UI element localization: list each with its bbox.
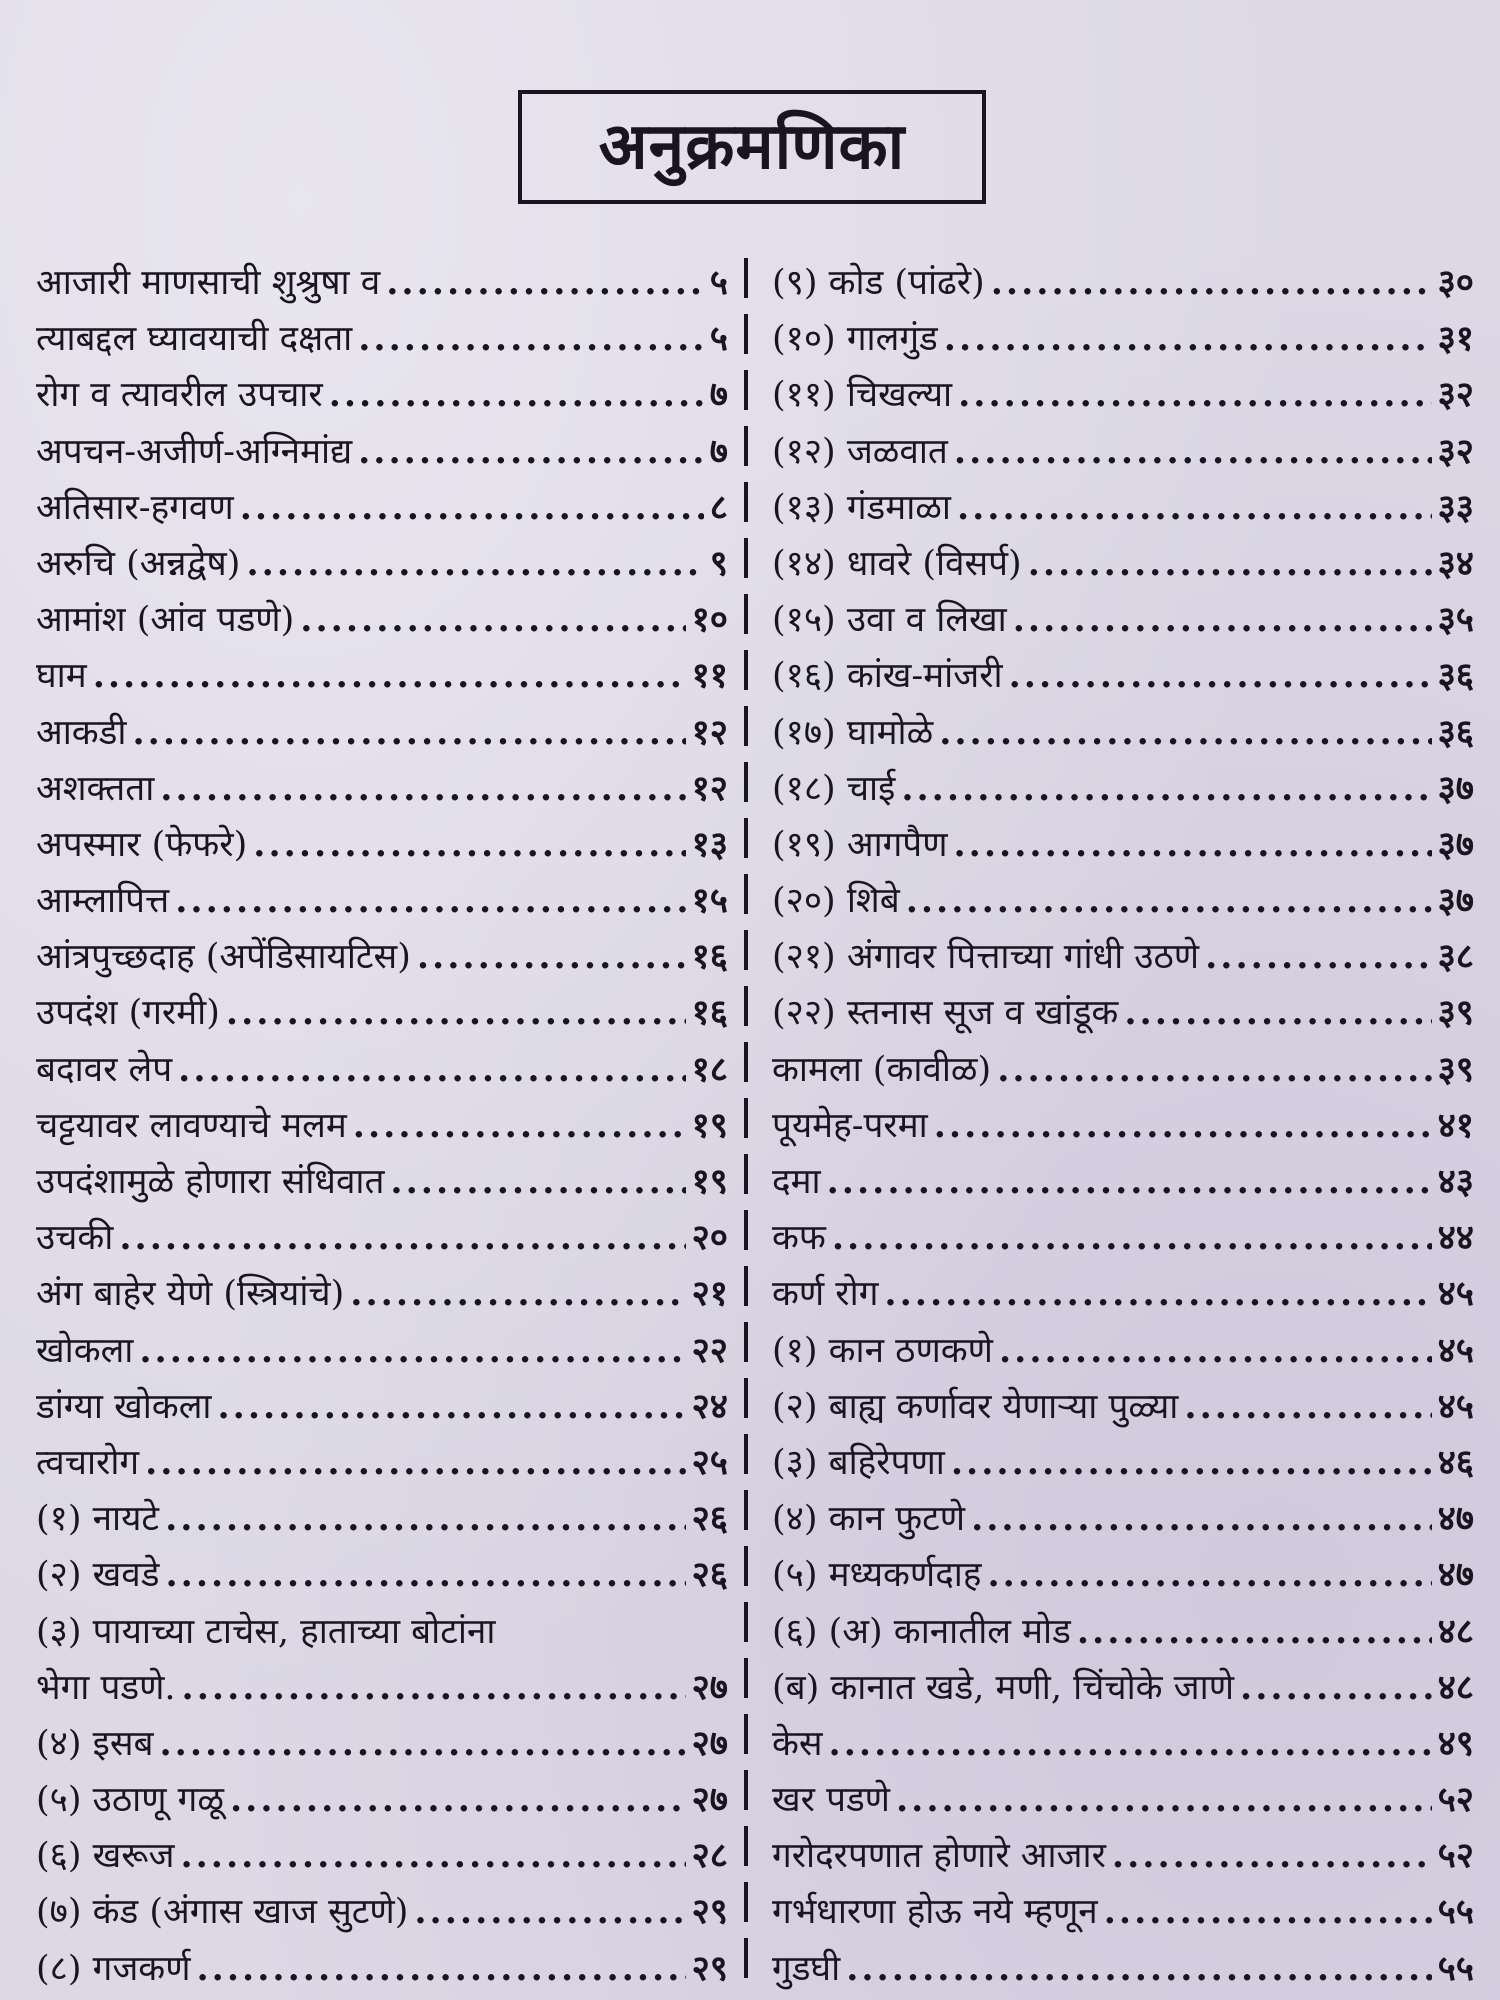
entry-label: (४) इसब [36,1723,154,1764]
dot-leader [93,648,686,704]
dot-leader [160,761,685,817]
dot-leader [1104,1884,1432,1940]
entry-label: (५) मध्यकर्णदाह [772,1555,982,1596]
entry-page-number: १९ [691,1104,728,1146]
index-entry [772,817,1474,873]
index-entry [36,255,728,311]
entry-page-number: ४७ [1437,1554,1474,1596]
entry-label: अपस्मार (फेफरे) [36,824,248,865]
entry-label: अंग बाहेर येणे (स्त्रियांचे) [36,1274,345,1315]
index-entry [36,817,728,873]
entry-page-number: १६ [691,936,728,978]
entry-label: त्वचारोग [36,1442,140,1483]
entry-page-number: २९ [691,1947,728,1989]
entry-page-number: १२ [691,711,728,753]
dot-leader [139,1323,685,1379]
entry-label: रोग व त्यावरील उपचार [36,375,323,416]
entry-page-number: ४३ [1437,1161,1474,1202]
entry-page-number: ३२ [1437,430,1474,472]
dot-leader [901,761,1431,817]
index-entry [772,255,1474,311]
entry-page-number: ४५ [1437,1385,1474,1427]
entry-page-number: ५ [709,318,728,360]
entry-page-number: १३ [691,823,728,865]
index-entry [36,1042,728,1098]
dot-leader [1240,1660,1432,1716]
index-entry [36,592,728,648]
index-entry [36,1210,728,1266]
entry-page-number: २७ [691,1722,728,1764]
entry-label: (१९) आगपैण [772,824,948,865]
dot-leader [180,1828,685,1884]
dot-leader [386,255,704,311]
index-entry [36,1491,728,1547]
dot-leader [226,985,686,1041]
index-entry [772,648,1474,704]
entry-label: गुडघी [772,1948,841,1989]
index-entry [36,424,728,480]
entry-page-number: २७ [691,1779,728,1821]
dot-leader [358,424,704,480]
dot-leader [958,367,1431,423]
index-entry [772,311,1474,367]
entry-page-number: २६ [691,1498,728,1540]
dot-leader [350,1266,685,1322]
entry-label: आमांश (आंव पडणे) [36,600,295,641]
entry-label: (१०) गालगुंड [772,319,938,360]
index-entry [36,1266,728,1322]
index-entry [772,1266,1474,1322]
index-entry [772,592,1474,648]
dot-leader [329,367,704,423]
dot-leader [832,1210,1432,1266]
index-entry [36,1323,728,1379]
dot-leader [944,311,1432,367]
index-entry [772,1941,1474,1997]
index-entry [36,367,728,423]
index-entry [36,1828,728,1884]
entry-page-number: २६ [691,1554,728,1596]
dot-leader [300,592,685,648]
entry-label: भेगा पडणे. [36,1667,176,1708]
dot-leader [1009,648,1432,704]
entry-page-number: १५ [691,880,728,922]
dot-leader [253,817,685,873]
entry-page-number: २२ [691,1329,728,1371]
entry-label: (२१) अंगावर पित्ताच्या गांधी उठणे [772,937,1200,978]
entry-page-number: ३२ [1437,374,1474,416]
dot-leader [954,817,1432,873]
left-column [36,255,728,1997]
index-entry [772,1435,1474,1491]
entry-page-number: ४५ [1437,1273,1474,1315]
entry-page-number: ३८ [1437,936,1474,978]
dot-leader [240,480,704,536]
entry-label: (१) कान ठणकणे [772,1330,993,1371]
entry-page-number: ४१ [1437,1104,1474,1146]
entry-label: कर्ण रोग [772,1274,879,1315]
entry-label: (३) पायाच्या टाचेस, हाताच्या बोटांना [36,1611,496,1652]
dot-leader [934,1098,1432,1154]
dot-leader [957,480,1432,536]
entry-label: (३) बहिरेपणा [772,1442,945,1483]
entry-label: उपदंश (गरमी) [36,993,220,1034]
entry-page-number: ४९ [1437,1722,1474,1764]
dot-leader [417,929,686,985]
entry-label: (४) कान फुटणे [772,1499,966,1540]
entry-page-number: ३६ [1437,655,1474,697]
entry-label: (६) (अ) कानातील मोड [772,1611,1071,1652]
entry-label: खर पडणे [772,1780,890,1821]
dot-leader [230,1772,686,1828]
dot-leader [999,1323,1432,1379]
dot-leader [159,1716,685,1772]
index-entry [36,480,728,536]
dot-leader [119,1210,685,1266]
entry-page-number: ५२ [1437,1779,1474,1821]
entry-label: दमा [772,1162,821,1202]
entry-page-number: ३० [1437,262,1474,303]
entry-label: अपचन-अजीर्ण-अग्निमांद्य [36,431,353,472]
dot-leader [165,1491,686,1547]
entry-page-number: ८ [709,486,728,528]
entry-label: (११) चिखल्या [772,375,953,416]
dot-leader [846,1941,1431,1997]
entry-page-number: २४ [691,1385,728,1427]
index-entry [772,1042,1474,1098]
index-entry [36,873,728,929]
entry-page-number: १६ [691,992,728,1034]
dot-leader [197,1941,686,1997]
entry-label: (१८) चाई [772,768,896,809]
entry-page-number: २० [691,1217,728,1259]
dot-leader [1184,1379,1431,1435]
entry-page-number: ३७ [1437,767,1474,809]
page-title: अनुक्रमणिका [598,110,906,184]
index-entry [772,1098,1474,1154]
entry-page-number: १० [691,599,728,641]
title-box [518,90,986,204]
index-entry [36,1772,728,1828]
entry-page-number: ३९ [1437,1048,1474,1090]
entry-label: (५) उठाणू गळू [36,1780,224,1821]
entry-label: उपदंशामुळे होणारा संधिवात [36,1162,385,1202]
dot-leader [1013,592,1432,648]
entry-page-number: ७ [709,374,728,416]
index-entry [36,311,728,367]
dot-leader [414,1884,685,1940]
entry-label: (१३) गंडमाळा [772,487,951,528]
index-entry [772,1323,1474,1379]
index-entry [772,1884,1474,1940]
dot-leader [390,1154,685,1210]
dot-leader [1124,985,1431,1041]
entry-page-number: ४७ [1437,1498,1474,1540]
index-entry [36,929,728,985]
entry-label: डांग्या खोकला [36,1386,212,1427]
entry-page-number: ५५ [1437,1891,1474,1933]
entry-label: गर्भधारणा होऊ नये म्हणून [772,1892,1098,1933]
entry-page-number: १९ [691,1161,728,1202]
entry-label: (२) बाह्य कर्णावर येणाऱ्या पुळ्या [772,1386,1179,1427]
dot-leader [218,1379,686,1435]
index-entry [36,536,728,592]
index-entry [772,985,1474,1041]
index-entry [772,424,1474,480]
dot-leader [971,1491,1432,1547]
index-entry [36,1435,728,1491]
entry-label: (२२) स्तनास सूज व खांडूक [772,993,1119,1034]
dot-leader [165,1547,685,1603]
dot-leader [1077,1604,1432,1660]
entry-page-number: ४६ [1437,1441,1474,1483]
entry-page-number: २८ [691,1835,728,1877]
dot-leader [1205,929,1431,985]
index-entry [772,536,1474,592]
index-entry [772,480,1474,536]
dot-leader [145,1435,685,1491]
entry-label: (ब) कानात खडे, मणी, चिंचोके जाणे [772,1667,1235,1708]
entry-label: (२०) शिबे [772,881,900,922]
entry-page-number: ५५ [1437,1947,1474,1989]
index-entry [36,1098,728,1154]
dot-leader [827,1154,1432,1210]
dot-leader [178,1042,685,1098]
entry-page-number: ९ [709,542,728,584]
dot-leader [896,1772,1432,1828]
dot-leader [246,536,703,592]
entry-label: (६) खरूज [36,1836,175,1877]
dot-leader [175,873,685,929]
index-entry [36,1884,728,1940]
index-entry [36,761,728,817]
index-entry [36,1716,728,1772]
dot-leader [884,1266,1431,1322]
dot-leader [1028,536,1432,592]
entry-page-number: २७ [691,1666,728,1708]
dot-leader [829,1716,1432,1772]
entry-label: (१) नायटे [36,1499,160,1540]
entry-page-number: ७ [709,430,728,472]
entry-page-number: २९ [691,1891,728,1933]
entry-page-number: १८ [691,1048,728,1090]
dot-leader [353,1098,686,1154]
index-entry [36,1604,728,1660]
entry-page-number: ४८ [1437,1666,1474,1708]
entry-page-number: ५ [709,262,728,303]
dot-leader [997,1042,1431,1098]
index-entry [772,705,1474,761]
entry-page-number: ४८ [1437,1610,1474,1652]
entry-label: (७) कंड (अंगास खाज सुटणे) [36,1892,409,1933]
index-entry [772,1154,1474,1210]
index-entry [36,1379,728,1435]
entry-label: आंत्रपुच्छदाह (अपेंडिसायटिस) [36,937,411,978]
dot-leader [987,1547,1431,1603]
index-entry [772,1772,1474,1828]
entry-page-number: २५ [691,1441,728,1483]
index-entry [772,1491,1474,1547]
index-entry [36,1154,728,1210]
index-entry [772,1828,1474,1884]
index-entry [772,873,1474,929]
index-entry [772,1716,1474,1772]
index-entry [772,1604,1474,1660]
index-entry [36,705,728,761]
entry-label: कामला (कावीळ) [772,1049,992,1090]
right-column [772,255,1474,1997]
entry-label: (१७) घामोळे [772,712,934,753]
entry-label: अशक्तता [36,768,155,809]
entry-label: आजारी माणसाची शुश्रुषा व [36,263,381,303]
entry-page-number: ३९ [1437,992,1474,1034]
entry-page-number: ५२ [1437,1835,1474,1877]
dot-leader [132,705,685,761]
dot-leader [1112,1828,1432,1884]
entry-page-number: ११ [691,655,728,697]
entry-page-number: ३३ [1437,486,1474,528]
entry-label: (८) गजकर्ण [36,1948,191,1989]
entry-label: कफ [772,1218,826,1259]
entry-page-number: ३४ [1437,542,1474,584]
index-entry [36,1941,728,1997]
entry-label: पूयमेह-परमा [772,1105,928,1146]
entry-label: (१५) उवा व लिखा [772,600,1007,641]
column-divider [744,258,748,1988]
entry-page-number: ३१ [1437,318,1474,360]
entry-label: गरोदरपणात होणारे आजार [772,1836,1106,1877]
entry-label: खोकला [36,1330,134,1371]
dot-leader [182,1660,686,1716]
index-entry [36,648,728,704]
entry-label: चट्टयावर लावण्याचे मलम [36,1105,347,1146]
entry-label: त्याबद्दल घ्यावयाची दक्षता [36,319,353,360]
index-entry [772,367,1474,423]
entry-page-number: ३६ [1437,711,1474,753]
index-entry [36,985,728,1041]
entry-page-number: ३७ [1437,823,1474,865]
entry-label: घाम [36,656,87,697]
dot-leader [939,705,1431,761]
index-entry [772,1210,1474,1266]
entry-label: आम्लापित्त [36,881,170,922]
entry-label: केस [772,1723,823,1764]
dot-leader [954,424,1432,480]
entry-page-number: ३७ [1437,880,1474,922]
index-entry [36,1547,728,1603]
entry-label: अतिसार-हगवण [36,487,234,528]
dot-leader [906,873,1432,929]
entry-label: अरुचि (अन्नद्वेष) [36,543,241,584]
entry-label: (९) कोड (पांढरे) [772,263,985,303]
dot-leader [991,255,1432,311]
index-entry [36,1660,728,1716]
entry-page-number: १२ [691,767,728,809]
entry-page-number: २१ [691,1273,728,1315]
entry-label: (२) खवडे [36,1555,160,1596]
entry-label: (१२) जळवात [772,431,948,472]
index-entry [772,929,1474,985]
entry-page-number: ४५ [1437,1329,1474,1371]
entry-label: बदावर लेप [36,1049,173,1090]
entry-label: (१६) कांख-मांजरी [772,656,1003,697]
entry-page-number: ४४ [1437,1217,1474,1259]
dot-leader [358,311,704,367]
index-entry [772,1379,1474,1435]
index-entry [772,761,1474,817]
entry-page-number: ३५ [1437,599,1474,641]
entry-label: आकडी [36,712,127,753]
index-entry [772,1660,1474,1716]
dot-leader [951,1435,1432,1491]
entry-label: उचकी [36,1218,114,1259]
entry-label: (१४) धावरे (विसर्प) [772,543,1022,584]
index-entry [772,1547,1474,1603]
